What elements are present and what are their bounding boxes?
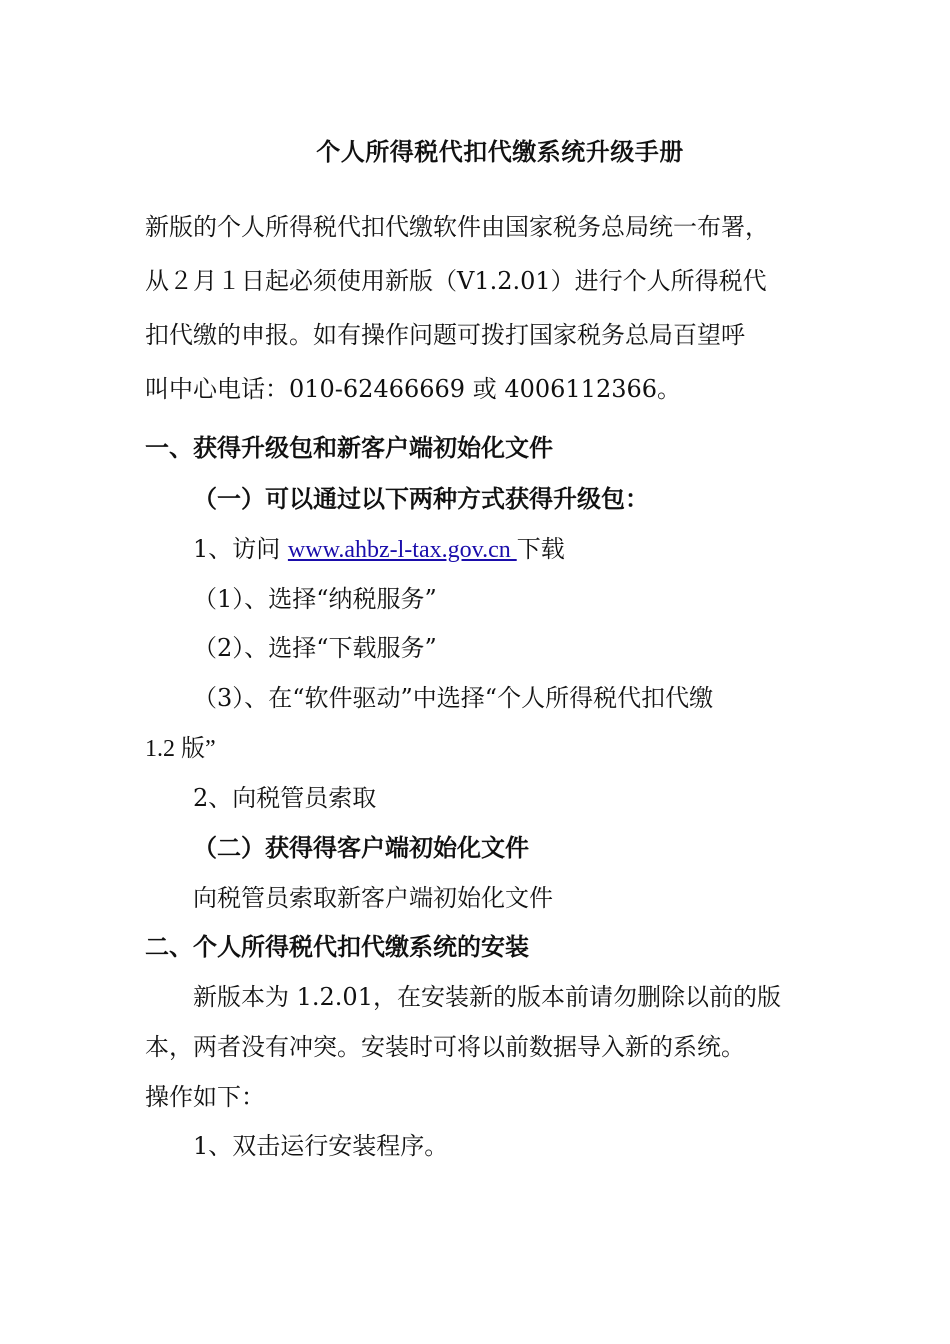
intro-line: 扣代缴的申报。如有操作问题可拨打国家税务总局百望呼 [145, 321, 745, 349]
section2-para-line: 本，两者没有冲突。安装时可将以前数据导入新的系统。 [145, 1033, 745, 1061]
intro-line: 从２月１日起必须使用新版（V1.2.01）进行个人所得税代 [145, 267, 767, 295]
document-title: 个人所得税代扣代缴系统升级手册 [316, 137, 684, 166]
section2-step1: 1、双击运行安装程序。 [193, 1132, 449, 1160]
section1-step2: （2）、选择“下载服务” [193, 634, 437, 662]
section1-sub2-text: 向税管员索取新客户端初始化文件 [193, 884, 553, 912]
section1-step3-line2: 1.2 版” [145, 736, 216, 762]
section1-sub1-heading: （一）可以通过以下两种方式获得升级包： [193, 484, 649, 513]
item1-suffix: 下载 [516, 535, 565, 563]
intro-paragraph [145, 200, 810, 416]
download-link[interactable]: www.ahbz-l-tax.gov.cn [287, 537, 517, 563]
section1-item1 [193, 529, 565, 564]
section2-para-line: 新版本为 1.2.01，在安装新的版本前请勿删除以前的版 [193, 983, 781, 1011]
intro-line: 新版的个人所得税代扣代缴软件由国家税务总局统一布署， [145, 213, 769, 241]
section1-step3-line1: （3）、在“软件驱动”中选择“个人所得税代扣代缴 [193, 684, 714, 712]
section2-para-line: 操作如下： [145, 1083, 265, 1111]
section1-step1: （1）、选择“纳税服务” [193, 585, 437, 613]
intro-line: 叫中心电话：010-62466669 或 4006112366。 [145, 375, 682, 403]
section1-heading: 一、获得升级包和新客户端初始化文件 [145, 433, 553, 462]
section1-sub2-heading: （二）获得得客户端初始化文件 [193, 833, 529, 862]
section2-heading: 二、个人所得税代扣代缴系统的安装 [145, 932, 529, 961]
item1-prefix: 1、访问 [193, 535, 288, 563]
section1-item2: 2、向税管员索取 [193, 784, 377, 812]
